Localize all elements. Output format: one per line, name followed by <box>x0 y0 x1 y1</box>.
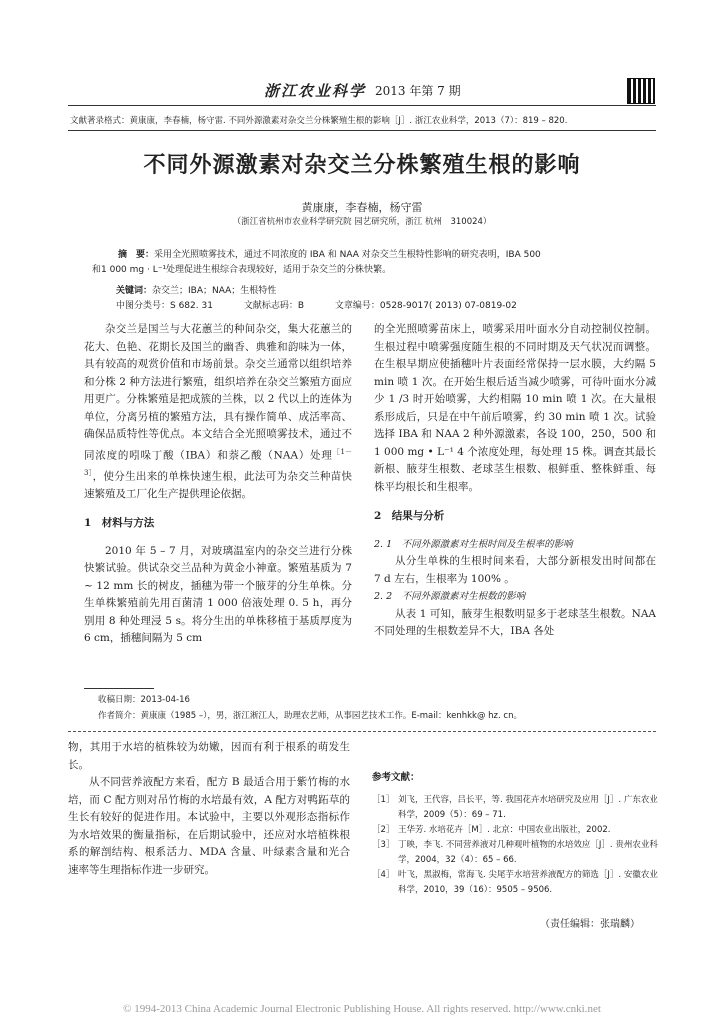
continuation-paragraph: 物，其用于水培的植株较为幼嫩，因而有利于根系的萌发生长。 <box>68 741 350 771</box>
section-2-heading: 2 结果与分析 <box>374 510 445 522</box>
classification <box>116 298 545 311</box>
right-column <box>374 321 656 641</box>
abstract <box>92 248 656 278</box>
citation-rule <box>68 130 656 131</box>
reference-item: ［4］ 叶飞，黑淑梅，常海飞. 尖尾芋水培营养液配方的筛选［J］. 安徽农业科学，2010，39（16）：9505 – 9506. <box>372 870 658 895</box>
reference-item: ［2］ 王华芳. 水培花卉［M］. 北京：中国农业出版社，2002. <box>372 825 611 835</box>
left-column <box>84 321 352 648</box>
references-heading: 参考文献： <box>372 772 420 783</box>
citation-line: 文献著录格式：黄康康，李春楠，杨守雷. 不同外源激素对杂交兰分株繁殖生根的影响［J］. 浙江农业科学，2013（7）：819 – 820. <box>70 116 568 126</box>
result-2-2-paragraph: 从表 1 可知，腋芽生根数明显多于老球茎生根数。NAA 不同处理的生根数差异不大，IBA 各处 <box>374 607 656 637</box>
affiliation: （浙江省杭州市农业科学研究院 园艺研究所，浙江 杭州 310024） <box>232 217 492 227</box>
section-1-heading: 1 材料与方法 <box>84 517 155 529</box>
citation-ref: ［1－3］ <box>84 447 352 477</box>
copyright-footer: © 1994-2013 China Academic Journal Electronic Publishing House. All rights reserved. http://www.cnki.net <box>123 1003 601 1015</box>
doc-code: 文献标志码：B <box>243 301 304 311</box>
paper-title: 不同外源激素对杂交兰分株繁殖生根的影响 <box>143 152 581 178</box>
author-bio: 作者简介：黄康康（1985 –），男，浙江淅江人，助理农艺师，从事园艺技术工作。E-mail：kenhkk@ hz. cn。 <box>98 711 522 721</box>
conclusion-paragraph: 从不同营养液配方来看，配方 B 最适合用于紫竹梅的水培，而 C 配方则对吊竹梅的水培最有效，A 配方对鸭跖草的生长有较好的促进作用。本试验中，主要以外观形态指标作为水培效果的衡量指标，在后期试验中，还应对水培植株根系的解剖结构、根系活力、MDA 含量、叶绿素含量和光合速率等生理指标作进一步研究。 <box>68 776 350 876</box>
references <box>372 770 658 898</box>
result-2-1-paragraph: 从分生单株的生根时间来看，大部分新根发出时间都在 7 d 左右，生根率为 100% 。 <box>374 555 656 585</box>
footnote-rule <box>84 688 154 689</box>
keywords-text: 杂交兰；IBA；NAA；生根特性 <box>152 286 277 296</box>
received-date: 收稿日期：2013-04-16 <box>98 695 190 705</box>
reference-item: ［1］ 刘飞，王代容，吕长平，等. 我国花卉水培研究及应用［J］. 广东农业科学，2009（5）：69 – 71. <box>372 795 658 820</box>
responsible-editor: （责任编辑：张瑞麟） <box>540 919 640 930</box>
keywords-label: 关键词： <box>116 286 153 296</box>
clc-number: 中图分类号：S 682. 31 <box>116 301 213 311</box>
lower-left-column <box>68 739 350 879</box>
page-divider <box>68 731 656 732</box>
header-rule <box>68 105 656 106</box>
abstract-label: 摘 要： <box>118 250 155 260</box>
issue-label: 2013 年第 7 期 <box>375 84 461 98</box>
journal-name: 浙江农业科学 <box>264 82 367 100</box>
reference-item: ［3］ 丁映，李飞. 不同营养液对几种观叶植物的水培效应［J］. 贵州农业科学，2004，32（4）：65 – 66. <box>372 840 658 865</box>
article-number: 文章编号：0528-9017( 2013) 07-0819-02 <box>334 301 517 311</box>
subsection-2-1-heading: 2. 1 不同外源激素对生根时间及生根率的影响 <box>374 538 573 550</box>
keywords <box>116 283 276 296</box>
abstract-text: 采用全光照喷雾技术，通过不同浓度的 IBA 和 NAA 对杂交兰生根特性影响的研究表明，IBA 500 <box>154 250 541 260</box>
intro-paragraph: 杂交兰是国兰与大花蕙兰的种间杂交，集大花蕙兰的花大、色艳、花期长及国兰的幽香、典雅和韵味为一体，具有较高的观赏价值和市场前景。杂交兰通常以组织培养和分株 2 种方法进行繁殖，组织培养在杂交兰繁殖方面应用更广。分株繁殖是把成簇的兰株，以 2 代以上的连体为单位，分离另植的繁殖方法，具有操作简单、成活率高、确保品质特性等优点。本文结合全光照喷雾技术，通过不同浓度的吲哚丁酸（IBA）和萘乙酸（NAA）处理$^{[1-3]}$，使分生出来的单株快速生根，此法可为杂交兰种苗快速繁殖及工厂化生产提供理论依据。 <box>84 323 352 500</box>
authors: 黄康康，李春楠，杨守雷 <box>301 201 423 214</box>
methods-cont-paragraph: 的全光照喷雾苗床上，喷雾采用叶面水分自动控制仪控制。生根过程中喷雾强度随生根的不同时期及天气状况而调整。在生根早期应使插穗叶片表面经常保持一层水膜，大约隔 5 min 喷 1 次。在开始生根后适当减少喷雾，可待叶面水分减少 1 /3 时开始喷雾，大约相隔 10 min 喷 1 次。在大量根系形成后，只是在中午前后喷雾，约 30 min 喷 1 次。试验选择 IBA 和 NAA 2 种外源激素，各设 100，250，500 和 1 000 mg • L⁻¹ 4 个浓度处理，每处理 15 株。调查其最长新根、腋芽生根数、老球茎生根数、根鲜重、整株鲜重、每株平均根长和生根率。 <box>374 323 656 493</box>
subsection-2-2-heading: 2. 2 不同外源激素对生根数的影响 <box>374 591 526 602</box>
qr-code-icon <box>627 78 655 104</box>
abstract-text-cont: 和1 000 mg · L⁻¹处理促进生根综合表现较好，适用于杂交兰的分株快繁。 <box>92 265 392 275</box>
methods-paragraph: 2010 年 5 – 7 月，对玻璃温室内的杂交兰进行分株快繁试验。供试杂交兰品种为黄金小神童。繁殖基质为 7 ~ 12 mm 长的树皮，插穗为带一个腋芽的分生单株。分生单株繁殖前先用百菌清 1 000 倍液处理 0. 5 h，再分别用 8 种处理浸 5 s。将分生出的单株移植于基质厚度为 6 cm，插穗间隔为 5 cm <box>84 544 352 644</box>
